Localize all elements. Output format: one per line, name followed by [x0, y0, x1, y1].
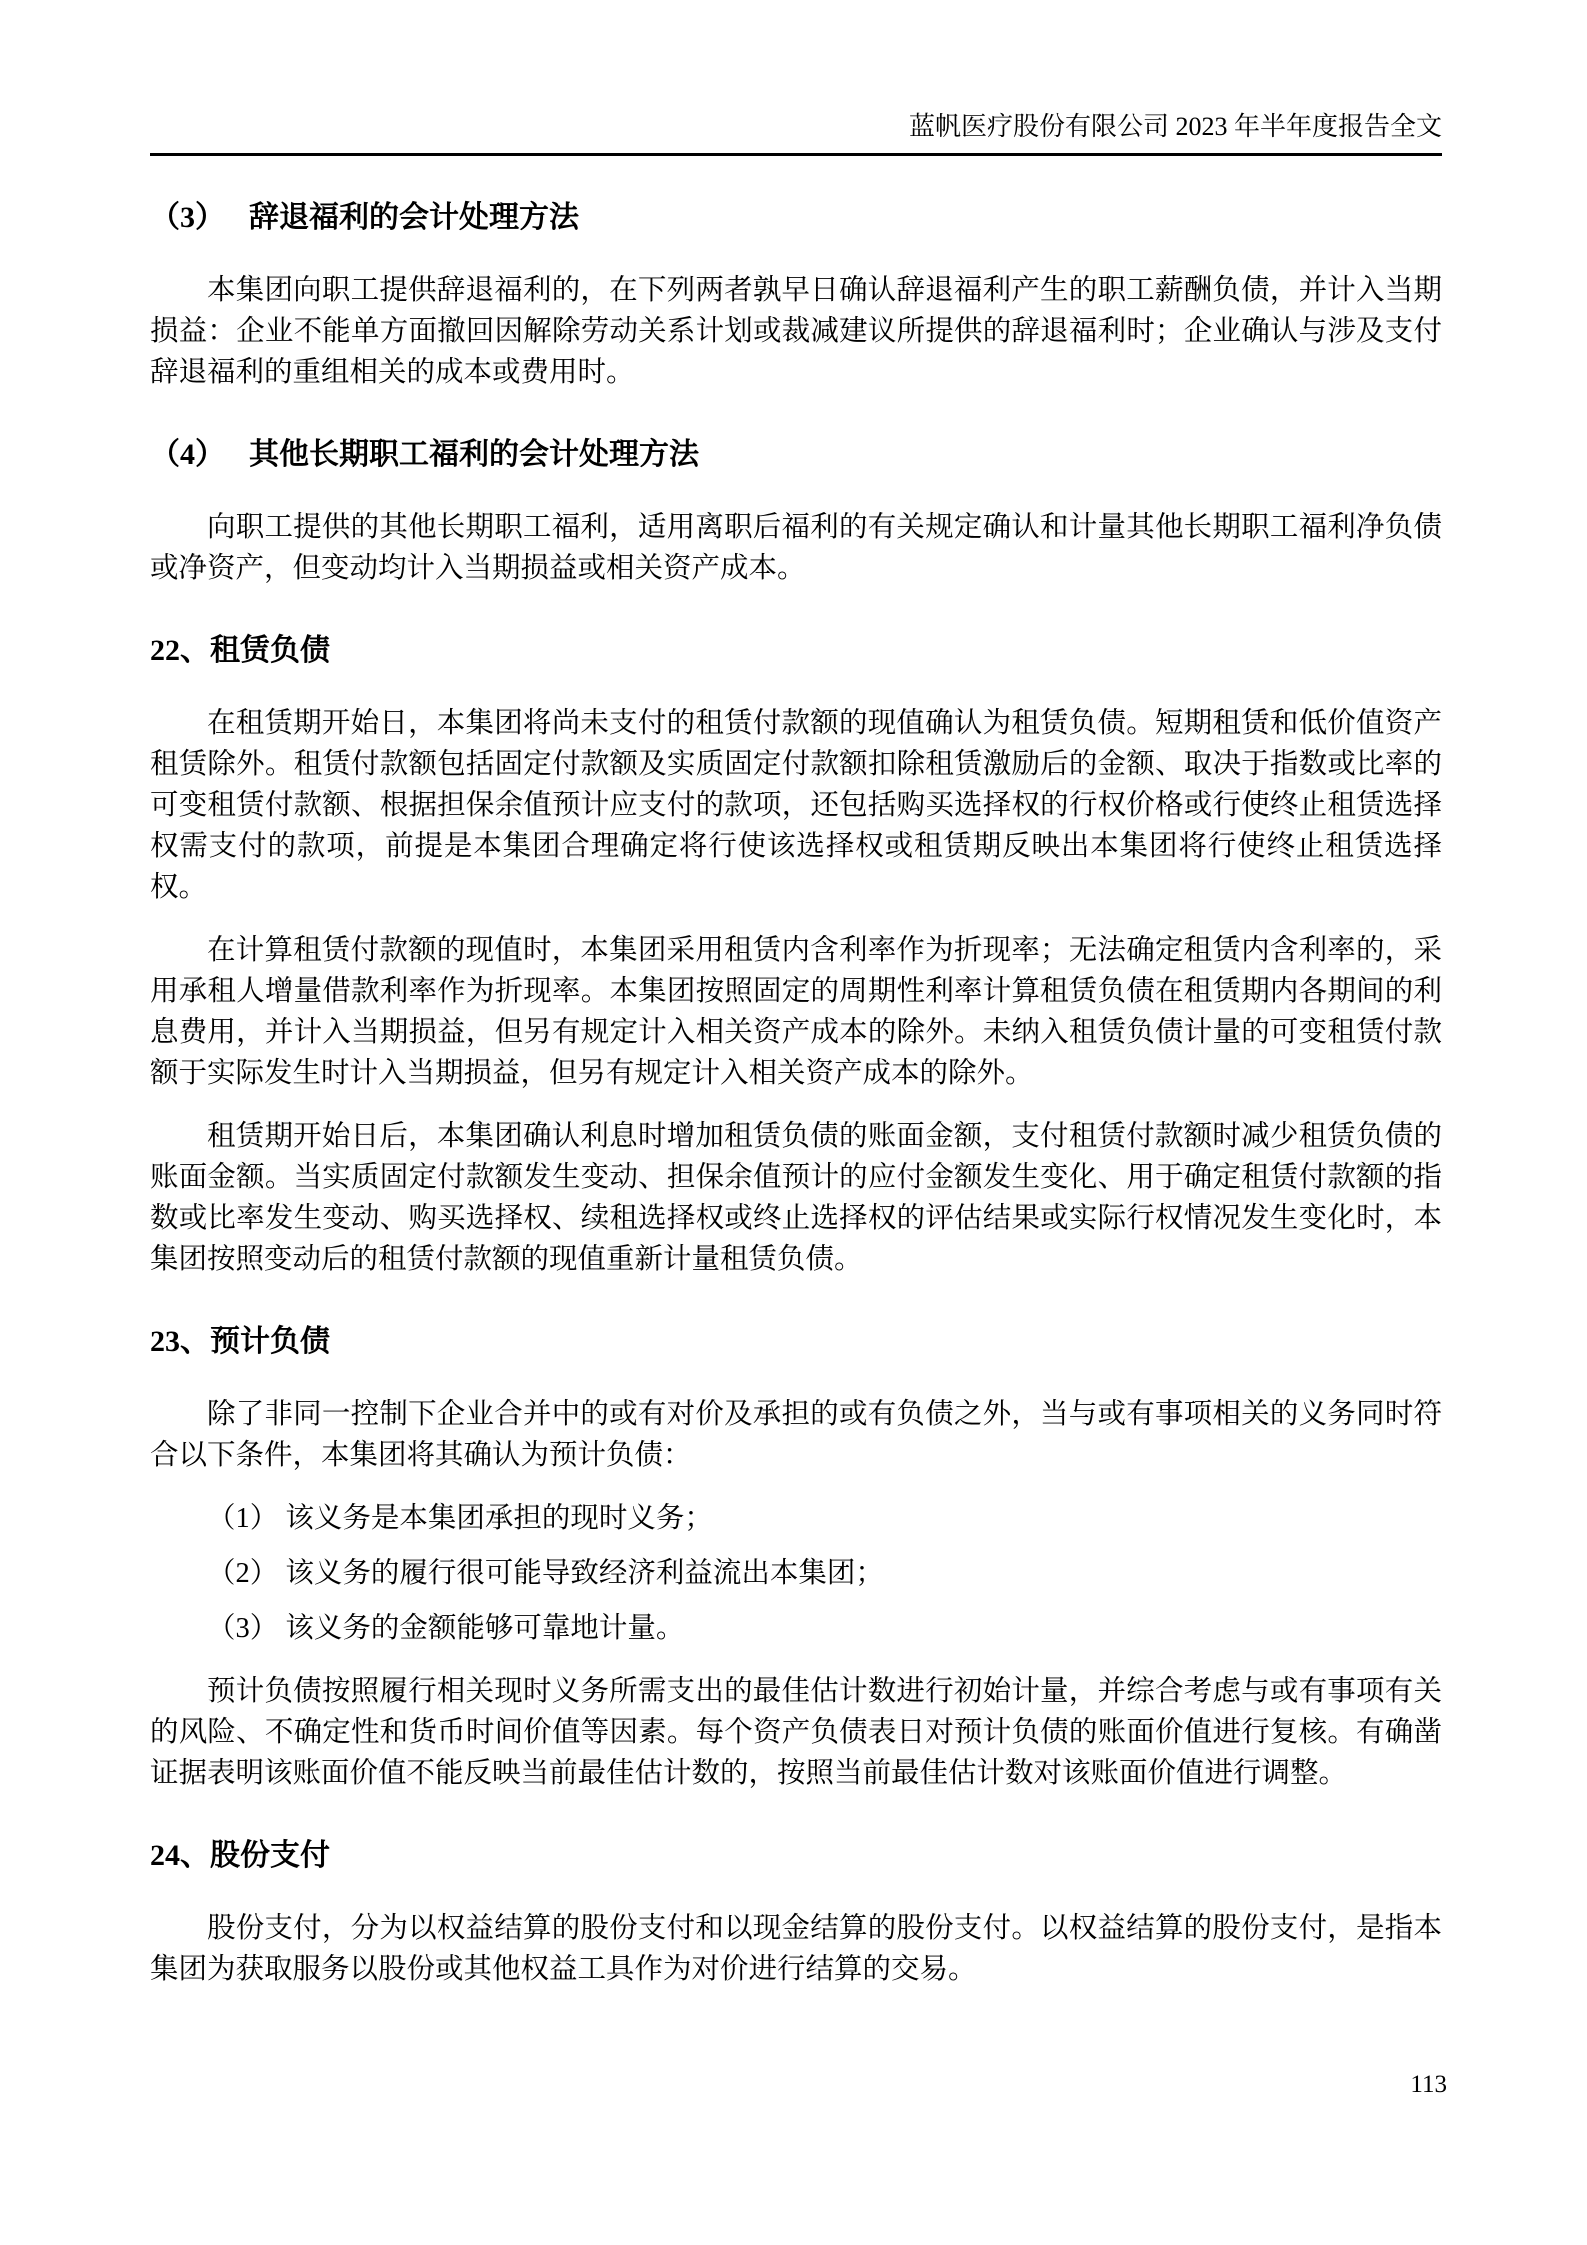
header-divider	[150, 153, 1442, 156]
heading-section-23-estimated-liabilities: 23、预计负债	[150, 1325, 330, 1358]
document-content	[0, 198, 1587, 1990]
heading-title: 辞退福利的会计处理方法	[249, 201, 579, 234]
paragraph-provisions-intro: 除了非同一控制下企业合并中的或有对价及承担的或有负债之外，当与或有事项相关的义务同时符合以下条件，本集团将其确认为预计负债：	[150, 1399, 1442, 1471]
paragraph-lease-1: 在租赁期开始日，本集团将尚未支付的租赁付款额的现值确认为租赁负债。短期租赁和低价值资产租赁除外。租赁付款额包括固定付款额及实质固定付款额扣除租赁激励后的金额、取决于指数或比率的可变租赁付款额、根据担保余值预计应支付的款项，还包括购买选择权的行权价格或行使终止租赁选择权需支付的款项，前提是本集团合理确定将行使该选择权或租赁期反映出本集团将行使终止租赁选择权。	[150, 708, 1442, 903]
report-title-header: 蓝帆医疗股份有限公司 2023 年半年度报告全文	[908, 112, 1442, 141]
heading-number: （3）	[150, 201, 225, 234]
list-item-condition-3: （3） 该义务的金额能够可靠地计量。	[207, 1613, 685, 1644]
page-header	[0, 0, 1587, 156]
paragraph-provisions-measurement: 预计负债按照履行相关现时义务所需支出的最佳估计数进行初始计量，并综合考虑与或有事项有关的风险、不确定性和货币时间价值等因素。每个资产负债表日对预计负债的账面价值进行复核。有确凿证据表明该账面价值不能反映当前最佳估计数的，按照当前最佳估计数对该账面价值进行调整。	[150, 1676, 1442, 1789]
paragraph-other-longterm-benefits: 向职工提供的其他长期职工福利，适用离职后福利的有关规定确认和计量其他长期职工福利净负债或净资产，但变动均计入当期损益或相关资产成本。	[150, 512, 1442, 584]
list-item-condition-2: （2） 该义务的履行很可能导致经济利益流出本集团；	[207, 1558, 884, 1589]
paragraph-lease-2: 在计算租赁付款额的现值时，本集团采用租赁内含利率作为折现率；无法确定租赁内含利率的，采用承租人增量借款利率作为折现率。本集团按照固定的周期性利率计算租赁负债在租赁期内各期间的利息费用，并计入当期损益，但另有规定计入相关资产成本的除外。未纳入租赁负债计量的可变租赁付款额于实际发生时计入当期损益，但另有规定计入相关资产成本的除外。	[150, 935, 1442, 1089]
heading-section-22-lease-liabilities: 22、租赁负债	[150, 634, 330, 667]
heading-title: 其他长期职工福利的会计处理方法	[249, 438, 699, 471]
heading-section-24-share-payment: 24、股份支付	[150, 1839, 330, 1872]
heading-severance-benefits	[150, 198, 1442, 238]
heading-other-longterm-benefits	[150, 435, 1442, 475]
list-item-condition-1: （1） 该义务是本集团承担的现时义务；	[207, 1503, 713, 1534]
paragraph-lease-3: 租赁期开始日后，本集团确认利息时增加租赁负债的账面金额，支付租赁付款额时减少租赁负债的账面金额。当实质固定付款额发生变动、担保余值预计的应付金额发生变化、用于确定租赁付款额的指数或比率发生变动、购买选择权、续租选择权或终止选择权的评估结果或实际行权情况发生变化时，本集团按照变动后的租赁付款额的现值重新计量租赁负债。	[150, 1121, 1442, 1275]
heading-number: （4）	[150, 438, 225, 471]
paragraph-severance-benefits: 本集团向职工提供辞退福利的，在下列两者孰早日确认辞退福利产生的职工薪酬负债，并计入当期损益：企业不能单方面撤回因解除劳动关系计划或裁减建议所提供的辞退福利时；企业确认与涉及支付辞退福利的重组相关的成本或费用时。	[150, 275, 1442, 388]
page-number: 113	[1410, 2071, 1447, 2098]
paragraph-share-payment: 股份支付，分为以权益结算的股份支付和以现金结算的股份支付。以权益结算的股份支付，是指本集团为获取服务以股份或其他权益工具作为对价进行结算的交易。	[150, 1913, 1442, 1985]
